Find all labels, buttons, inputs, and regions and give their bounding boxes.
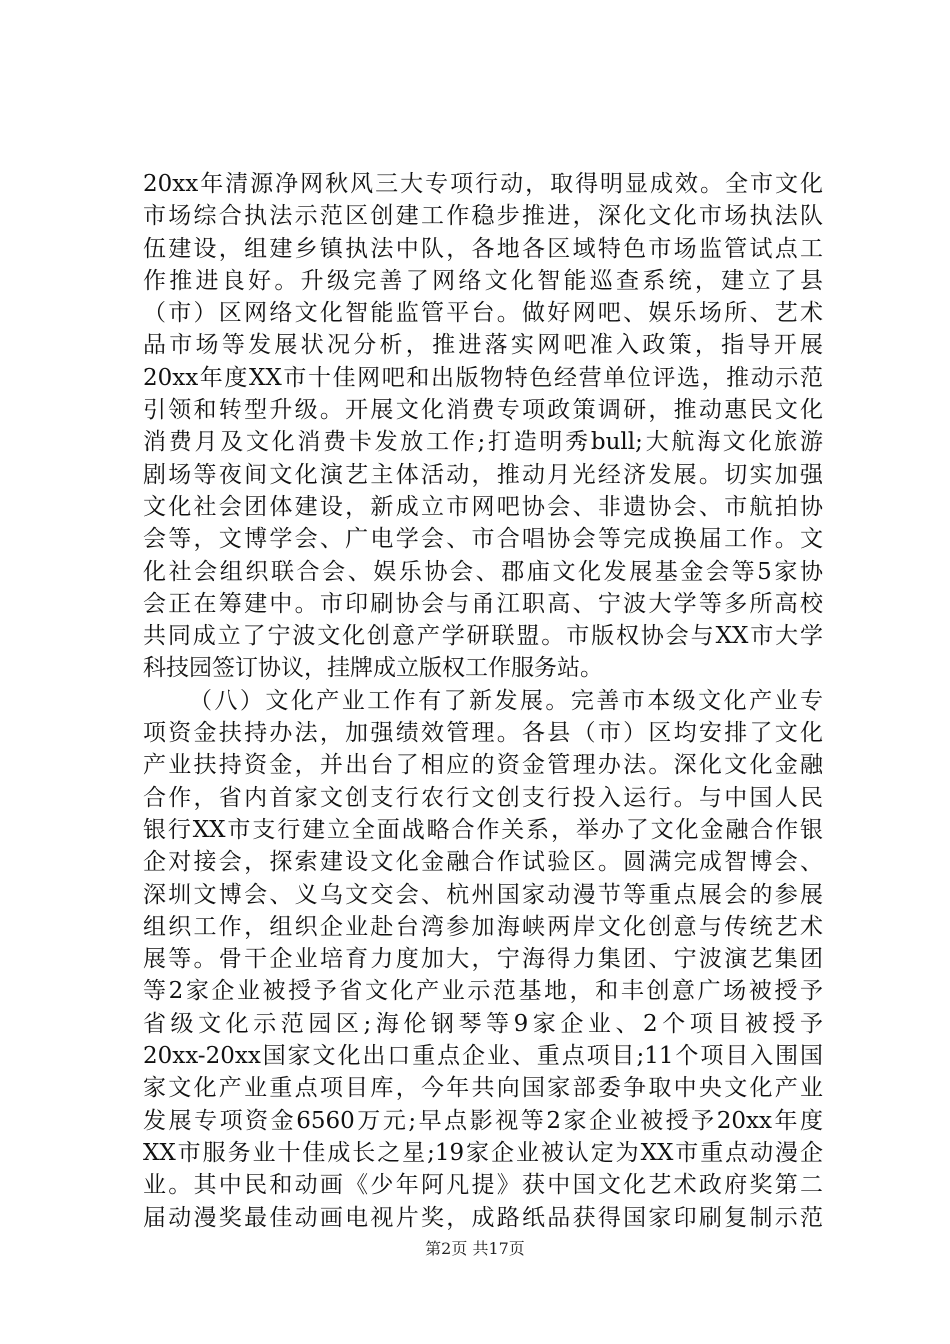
text-line: 市场综合执法示范区创建工作稳步推进，深化文化市场执法队 xyxy=(143,203,823,230)
text-line: 组织工作，组织企业赴台湾参加海峡两岸文化创意与传统艺术 xyxy=(143,913,823,940)
text-line: 共同成立了宁波文化创意产学研联盟。市版权协会与XX市大学 xyxy=(143,623,823,650)
text-line: 届动漫奖最佳动画电视片奖，成路纸品获得国家印刷复制示范 xyxy=(143,1204,823,1231)
text-line: 品市场等发展状况分析，推进落实网吧准入政策，指导开展 xyxy=(143,332,823,359)
text-line: 科技园签订协议，挂牌成立版权工作服务站。 xyxy=(143,655,603,682)
text-line: 深圳文博会、义乌文交会、杭州国家动漫节等重点展会的参展 xyxy=(143,881,823,908)
text-line: 家文化产业重点项目库，今年共向国家部委争取中央文化产业 xyxy=(143,1075,823,1102)
text-line: 企对接会，探索建设文化金融合作试验区。圆满完成智博会、 xyxy=(143,849,823,876)
text-line: 业。其中民和动画《少年阿凡提》获中国文化艺术政府奖第二 xyxy=(143,1172,823,1199)
page-footer xyxy=(0,1239,950,1259)
text-line: XX市服务业十佳成长之星;19家企业被认定为XX市重点动漫企 xyxy=(143,1139,823,1166)
text-line: 项资金扶持办法，加强绩效管理。各县（市）区均安排了文化 xyxy=(143,720,823,747)
text-line: 等2家企业被授予省文化产业示范基地，和丰创意广场被授予 xyxy=(143,978,823,1005)
text-line: （市）区网络文化智能监管平台。做好网吧、娱乐场所、艺术 xyxy=(143,300,823,327)
text-line: 引领和转型升级。开展文化消费专项政策调研，推动惠民文化 xyxy=(143,397,823,424)
text-line: 20xx-20xx国家文化出口重点企业、重点项目;11个项目入围国 xyxy=(143,1043,823,1070)
text-line: 20xx年清源净网秋风三大专项行动，取得明显成效。全市文化 xyxy=(143,171,823,197)
text-line: 剧场等夜间文化演艺主体活动，推动月光经济发展。切实加强 xyxy=(143,461,823,488)
text-line: 文化社会团体建设，新成立市网吧协会、非遗协会、市航拍协 xyxy=(143,493,823,520)
text-line: 化社会组织联合会、娱乐协会、郡庙文化发展基金会等5家协 xyxy=(143,558,823,585)
body-text xyxy=(143,168,823,1234)
page-number: 第2页 共17页 xyxy=(425,1239,525,1258)
text-line: 会正在筹建中。市印刷协会与甬江职高、宁波大学等多所高校 xyxy=(143,590,823,617)
text-line: 20xx年度XX市十佳网吧和出版物特色经营单位评选，推动示范 xyxy=(143,364,823,391)
text-line: 产业扶持资金，并出台了相应的资金管理办法。深化文化金融 xyxy=(143,752,823,779)
text-line: 银行XX市支行建立全面战略合作关系，举办了文化金融合作银 xyxy=(143,816,823,843)
text-line: 发展专项资金6560万元;早点影视等2家企业被授予20xx年度 xyxy=(143,1107,823,1134)
text-line: 作推进良好。升级完善了网络文化智能巡查系统，建立了县 xyxy=(143,267,823,294)
text-line: 消费月及文化消费卡发放工作;打造明秀bull;大航海文化旅游 xyxy=(143,429,823,456)
section-heading-line: （八）文化产业工作有了新发展。完善市本级文化产业专 xyxy=(189,687,823,714)
text-line: 合作，省内首家文创支行农行文创支行投入运行。与中国人民 xyxy=(143,784,823,811)
text-line: 伍建设，组建乡镇执法中队，各地各区域特色市场监管试点工 xyxy=(143,235,823,262)
text-line: 展等。骨干企业培育力度加大，宁海得力集团、宁波演艺集团 xyxy=(143,946,823,973)
text-line: 会等，文博学会、广电学会、市合唱协会等完成换届工作。文 xyxy=(143,526,823,553)
text-line: 省级文化示范园区;海伦钢琴等9家企业、2个项目被授予 xyxy=(143,1010,823,1037)
